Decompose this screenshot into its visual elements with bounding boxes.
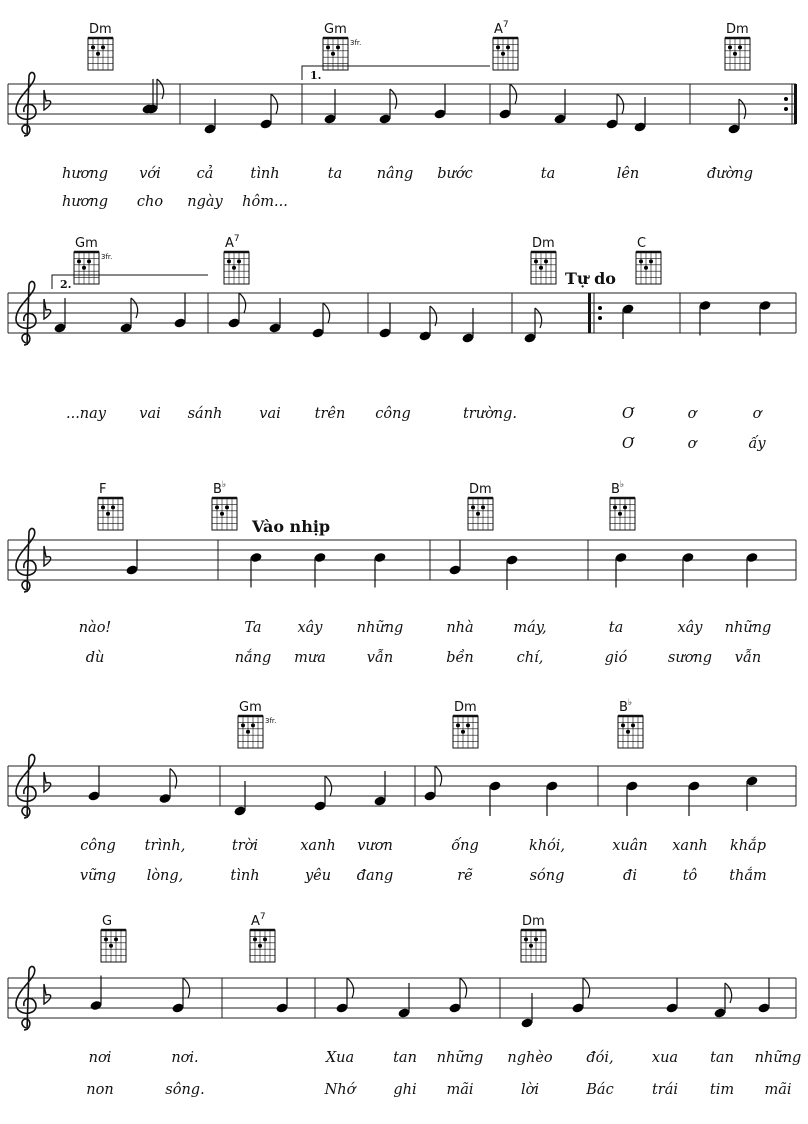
chord-finger-dot	[639, 259, 643, 263]
repeat-dot	[784, 107, 788, 111]
chord-finger-dot	[251, 723, 255, 727]
chord-finger-dot	[114, 937, 118, 941]
lyric-word: đi	[623, 868, 637, 884]
note-flag	[157, 79, 164, 99]
chord-finger-dot	[237, 259, 241, 263]
lyric-word: yêu	[304, 868, 332, 884]
chord-diagram-box	[224, 252, 249, 284]
lyric-word: vững	[79, 868, 117, 884]
chord-finger-dot	[87, 259, 91, 263]
chord-diagram-box	[453, 716, 478, 748]
lyric-word: ghi	[393, 1082, 417, 1098]
chord-root: A	[225, 236, 234, 251]
chord-root: Dm	[532, 236, 555, 251]
chord-finger-dot	[111, 505, 115, 509]
chord-extension: ♭	[619, 480, 625, 490]
lyric-word: những	[724, 620, 772, 636]
chord-extension: ♭	[627, 698, 633, 708]
lyric-word: ...nay	[65, 406, 107, 422]
chord-name	[532, 236, 555, 251]
chord-finger-dot	[263, 937, 267, 941]
chord-finger-dot	[481, 505, 485, 509]
chord-fret-label: 3fr.	[350, 39, 362, 47]
lyric-word: Nhớ	[324, 1082, 356, 1098]
lyric-word: những	[754, 1050, 802, 1066]
lyric-word: ơ	[687, 406, 697, 422]
chord-finger-dot	[524, 937, 528, 941]
lyric-word: khói,	[528, 838, 566, 854]
chord-name	[251, 912, 266, 929]
chord-root: A	[494, 22, 503, 37]
chord-finger-dot	[253, 937, 257, 941]
chord-finger-dot	[728, 45, 732, 49]
chord-name	[89, 22, 112, 37]
repeat-thick-bar	[588, 293, 591, 333]
chord-finger-dot	[232, 266, 236, 270]
volta-number: 2.	[60, 278, 72, 291]
lyric-word: vai	[139, 406, 161, 422]
flat-key-signature-icon	[44, 546, 51, 566]
music-system	[8, 480, 796, 666]
lyric-word: xây	[677, 620, 703, 636]
chord-root: Dm	[522, 914, 545, 929]
chord-finger-dot	[466, 723, 470, 727]
music-system	[8, 698, 796, 884]
lyric-word: mãi	[446, 1082, 474, 1098]
chord-finger-dot	[539, 266, 543, 270]
lyric-word: ta	[608, 620, 624, 636]
lyric-word: vai	[259, 406, 281, 422]
chord-diagram-box	[101, 930, 126, 962]
volta-number: 1.	[310, 69, 322, 82]
chord-diagram-box	[323, 38, 348, 70]
chord-finger-dot	[82, 266, 86, 270]
chord-finger-dot	[101, 45, 105, 49]
lyric-word: trường.	[462, 406, 518, 422]
chord-finger-dot	[621, 723, 625, 727]
lyric-word: nơi.	[171, 1050, 199, 1066]
chord-diagram-box	[521, 930, 546, 962]
chord-finger-dot	[336, 45, 340, 49]
chord-name	[494, 20, 509, 37]
lyric-word: đang	[356, 868, 394, 884]
chord-finger-dot	[534, 937, 538, 941]
chord-finger-dot	[534, 259, 538, 263]
lyric-word: nâng	[376, 166, 414, 182]
chord-finger-dot	[506, 45, 510, 49]
lyric-word: lời	[520, 1082, 540, 1098]
chord-diagram-box	[88, 38, 113, 70]
chord-finger-dot	[225, 505, 229, 509]
tempo-marking: Tự do	[565, 269, 616, 288]
lyric-word: trình,	[144, 838, 186, 854]
repeat-dot	[598, 306, 602, 310]
lyric-word: sương	[667, 650, 713, 666]
chord-fret-label: 3fr.	[265, 717, 277, 725]
lyric-word: chí,	[516, 650, 544, 666]
chord-finger-dot	[501, 52, 505, 56]
volta-bracket	[52, 275, 208, 289]
lyric-word: nào!	[78, 620, 112, 636]
chord-diagram-box	[618, 716, 643, 748]
lyric-word: tình	[230, 868, 260, 884]
chord-diagram-box	[238, 716, 263, 748]
chord-root: F	[99, 482, 107, 497]
chord-finger-dot	[77, 259, 81, 263]
lyric-word: ống	[451, 838, 479, 854]
chord-finger-dot	[471, 505, 475, 509]
lyric-word: nghèo	[507, 1050, 553, 1066]
lyric-word: tim	[709, 1082, 735, 1098]
chord-name	[637, 236, 646, 251]
note-flag	[725, 983, 732, 1003]
lyric-word: bền	[446, 650, 474, 666]
chord-name	[726, 22, 749, 37]
lyric-word: ta	[327, 166, 343, 182]
lyric-word: xanh	[300, 838, 336, 854]
chord-name	[619, 698, 632, 715]
chord-name	[75, 236, 98, 251]
lyric-word: hôm...	[242, 194, 288, 210]
chord-finger-dot	[96, 52, 100, 56]
lyric-word: ta	[540, 166, 556, 182]
lyric-word: công	[375, 406, 411, 422]
chord-root: Dm	[454, 700, 477, 715]
chord-name	[213, 480, 226, 497]
chord-finger-dot	[631, 723, 635, 727]
note-flag	[535, 308, 542, 328]
lyric-word: Xua	[325, 1050, 355, 1066]
lyric-word: nơi	[88, 1050, 112, 1066]
lyric-word: xây	[297, 620, 323, 636]
chord-finger-dot	[618, 512, 622, 516]
lyric-word: với	[139, 166, 161, 182]
lyric-word: cho	[136, 194, 164, 210]
lyric-word: vẫn	[366, 650, 394, 666]
lyric-word: lên	[616, 166, 640, 182]
chord-finger-dot	[456, 723, 460, 727]
lyric-word: trên	[314, 406, 346, 422]
flat-key-signature-icon	[44, 299, 51, 319]
lyric-word: vươn	[357, 838, 393, 854]
chord-name	[225, 234, 240, 251]
chord-diagram-box	[725, 38, 750, 70]
chord-root: Dm	[469, 482, 492, 497]
chord-finger-dot	[246, 730, 250, 734]
chord-finger-dot	[326, 45, 330, 49]
chord-root: Dm	[89, 22, 112, 37]
lyric-word: Ơ	[622, 406, 634, 422]
lyric-word: đường	[707, 166, 753, 182]
chord-root: C	[637, 236, 647, 251]
lyric-word: thắm	[729, 868, 767, 884]
chord-name	[99, 482, 106, 497]
volta-bracket	[302, 66, 490, 80]
chord-finger-dot	[109, 944, 113, 948]
flat-key-signature-icon	[44, 984, 51, 1004]
chord-diagram-box	[468, 498, 493, 530]
lyric-word: hương	[61, 194, 109, 210]
chord-root: G	[102, 914, 113, 929]
lyric-word: mưa	[294, 650, 326, 666]
chord-finger-dot	[649, 259, 653, 263]
lyric-word: trời	[231, 838, 259, 854]
lyric-word: gió	[604, 650, 628, 666]
chord-finger-dot	[623, 505, 627, 509]
lyric-word: trái	[651, 1082, 679, 1098]
chord-root: Dm	[726, 22, 749, 37]
lyric-word: máy,	[513, 620, 547, 636]
chord-diagram-box	[212, 498, 237, 530]
chord-finger-dot	[496, 45, 500, 49]
chord-diagram-box	[610, 498, 635, 530]
lyric-word: đói,	[586, 1050, 614, 1066]
chord-diagram-box	[74, 252, 99, 284]
lyric-word: nắng	[234, 650, 272, 666]
music-system	[8, 20, 797, 210]
lyric-word: tan	[710, 1050, 734, 1066]
chord-diagram-box	[636, 252, 661, 284]
repeat-thick-bar	[794, 84, 797, 124]
music-system	[8, 912, 801, 1098]
chord-root: Gm	[75, 236, 98, 251]
chord-finger-dot	[529, 944, 533, 948]
lyric-word: mãi	[764, 1082, 792, 1098]
chord-finger-dot	[91, 45, 95, 49]
chord-root: B	[619, 700, 628, 715]
lyric-word: xuân	[612, 838, 648, 854]
lyric-word: ấy	[748, 436, 766, 452]
chord-root: Gm	[324, 22, 347, 37]
lyric-word: ơ	[752, 406, 762, 422]
lyric-word: tan	[393, 1050, 417, 1066]
chord-finger-dot	[331, 52, 335, 56]
music-system	[8, 234, 796, 452]
lyric-word: non	[86, 1082, 114, 1098]
chord-diagram-box	[531, 252, 556, 284]
lyric-word: hương	[61, 166, 109, 182]
repeat-dot	[784, 97, 788, 101]
lyric-word: tô	[682, 868, 698, 884]
chord-diagram-box	[98, 498, 123, 530]
chord-extension: ♭	[221, 480, 227, 490]
lyric-word: Bác	[586, 1082, 614, 1098]
chord-extension: 7	[259, 912, 266, 922]
lyric-word: sóng	[529, 868, 565, 884]
lyric-word: sông.	[165, 1082, 205, 1098]
lyric-word: xanh	[672, 838, 708, 854]
chord-finger-dot	[106, 512, 110, 516]
lyric-word: cả	[196, 166, 214, 182]
chord-finger-dot	[258, 944, 262, 948]
chord-name	[522, 914, 545, 929]
chord-root: Gm	[239, 700, 262, 715]
chord-name	[102, 914, 112, 929]
lyric-word: Ơ	[622, 436, 634, 452]
chord-name	[239, 700, 262, 715]
chord-finger-dot	[644, 266, 648, 270]
lyric-word: xua	[651, 1050, 679, 1066]
chord-finger-dot	[626, 730, 630, 734]
note-flag	[131, 298, 138, 318]
lyric-word: khắp	[729, 838, 767, 854]
lyric-word: những	[436, 1050, 484, 1066]
lyric-word: dù	[85, 650, 105, 666]
lyric-word: Ta	[244, 620, 262, 636]
chord-finger-dot	[227, 259, 231, 263]
chord-name	[324, 22, 347, 37]
lyric-word: lòng,	[146, 868, 184, 884]
repeat-dot	[598, 316, 602, 320]
chord-root: A	[251, 914, 260, 929]
chord-finger-dot	[461, 730, 465, 734]
chord-finger-dot	[476, 512, 480, 516]
lyric-word: ngày	[187, 194, 223, 210]
lyric-word: rẽ	[457, 868, 473, 884]
chord-root: B	[213, 482, 222, 497]
note-flag	[390, 89, 397, 109]
chord-name	[454, 700, 477, 715]
lyric-word: ơ	[687, 436, 697, 452]
chord-finger-dot	[613, 505, 617, 509]
chord-extension: 7	[233, 234, 240, 244]
tempo-marking: Vào nhịp	[252, 517, 331, 536]
chord-finger-dot	[241, 723, 245, 727]
chord-fret-label: 3fr.	[101, 253, 113, 261]
chord-finger-dot	[738, 45, 742, 49]
chord-extension: 7	[502, 20, 509, 30]
chord-finger-dot	[733, 52, 737, 56]
flat-key-signature-icon	[44, 772, 51, 792]
lyric-word: nhà	[446, 620, 474, 636]
lyric-word: tình	[250, 166, 280, 182]
chord-finger-dot	[104, 937, 108, 941]
lyric-word: công	[80, 838, 116, 854]
chord-finger-dot	[215, 505, 219, 509]
chord-root: B	[611, 482, 620, 497]
chord-finger-dot	[220, 512, 224, 516]
lyric-word: sánh	[187, 406, 223, 422]
lyric-word: những	[356, 620, 404, 636]
lyric-word: bước	[437, 166, 473, 182]
chord-finger-dot	[101, 505, 105, 509]
chord-diagram-box	[493, 38, 518, 70]
chord-finger-dot	[544, 259, 548, 263]
chord-diagram-box	[250, 930, 275, 962]
chord-name	[611, 480, 624, 497]
note-flag	[739, 99, 746, 119]
flat-key-signature-icon	[44, 90, 51, 110]
lyric-word: vẫn	[734, 650, 762, 666]
chord-name	[469, 482, 492, 497]
